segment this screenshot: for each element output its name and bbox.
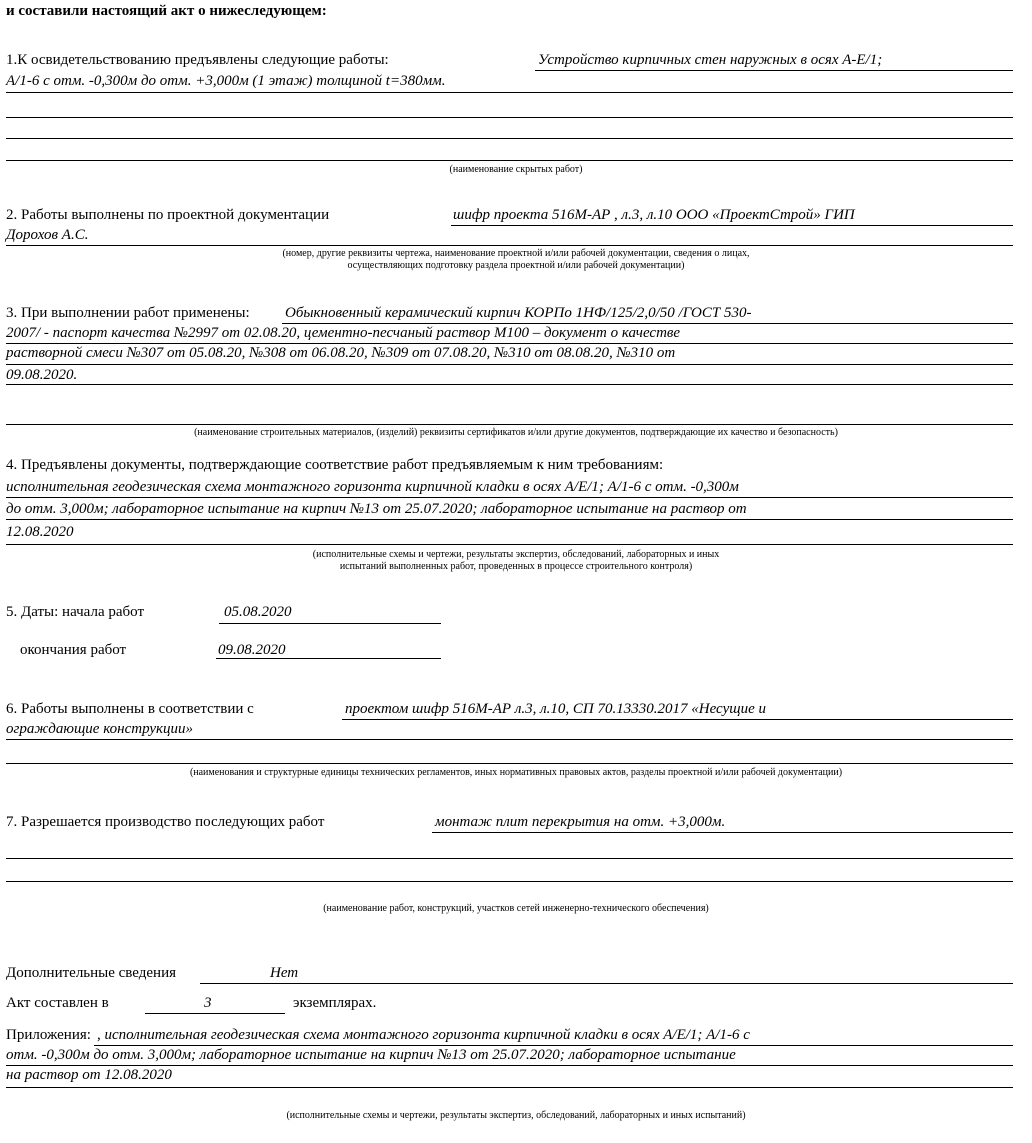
s6-value-line-1: проектом шифр 516М-АР л.3, л.10, СП 70.13330.2017 «Несущие и <box>345 701 767 717</box>
s1-underline-4 <box>6 138 1013 139</box>
s4-underline-1 <box>6 497 1013 498</box>
s1-underline-3 <box>6 117 1013 118</box>
s7-label: 7. Разрешается производство последующих работ <box>6 814 325 830</box>
s4-value-line-1: исполнительная геодезическая схема монтажного горизонта кирпичной кладки в осях А/Е/1; А/1-6 с отм. -0,300м <box>6 479 739 495</box>
s7-underline-3 <box>6 881 1013 882</box>
s3-underline-5 <box>6 424 1013 425</box>
s2-value-line-1: шифр проекта 516М-АР , л.3, л.10 ООО «ПроектСтрой» ГИП <box>453 207 855 223</box>
s6-label: 6. Работы выполнены в соответствии с <box>6 701 254 717</box>
s5-end-value: 09.08.2020 <box>218 642 286 658</box>
copies-underline <box>145 1013 285 1014</box>
s7-underline-1 <box>432 832 1013 833</box>
copies-value: 3 <box>204 995 212 1011</box>
s3-label: 3. При выполнении работ применены: <box>6 305 250 321</box>
appendix-underline-3 <box>6 1087 1013 1088</box>
s4-value-line-3: 12.08.2020 <box>6 524 74 540</box>
appendix-value-line-3: на раствор от 12.08.2020 <box>6 1067 172 1083</box>
s4-value-line-2: до отм. 3,000м; лабораторное испытание на кирпич №13 от 25.07.2020; лабораторное испытание на раствор от <box>6 501 747 517</box>
extra-underline <box>200 983 1013 984</box>
s7-underline-2 <box>6 858 1013 859</box>
s1-underline-1 <box>535 70 1013 71</box>
s4-label: 4. Предъявлены документы, подтверждающие соответствие работ предъявляемым к ним требованиям: <box>6 457 664 473</box>
appendix-value-line-1: , исполнительная геодезическая схема монтажного горизонта кирпичной кладки в осях А/Е/1; А/1-6 с <box>97 1027 750 1043</box>
s4-underline-2 <box>6 519 1013 520</box>
s5-end-underline <box>216 658 441 659</box>
appendix-value-line-2: отм. -0,300м до отм. 3,000м; лабораторное испытание на кирпич №13 от 25.07.2020; лабораторное испытание <box>6 1047 736 1063</box>
s3-value-line-4: 09.08.2020. <box>6 367 78 383</box>
s1-underline-5 <box>6 160 1013 161</box>
s2-underline-1 <box>451 225 1013 226</box>
s5-end-label: окончания работ <box>20 642 127 658</box>
s6-underline-3 <box>6 763 1013 764</box>
s1-label: 1.К освидетельствованию предъявлены следующие работы: <box>6 52 389 68</box>
s5-start-underline <box>219 623 441 624</box>
appendix-caption: (исполнительные схемы и чертежи, результаты экспертиз, обследований, лабораторных и иных испытаний) <box>286 1110 746 1121</box>
copies-prefix: Акт составлен в <box>6 995 109 1011</box>
s4-caption-line-2: испытаний выполненных работ, проведенных в процессе строительного контроля) <box>339 561 693 572</box>
extra-value: Нет <box>270 965 299 981</box>
header-title: и составили настоящий акт о нижеследующем: <box>6 3 327 19</box>
s5-start-label: 5. Даты: начала работ <box>6 604 145 620</box>
s3-value-line-2: 2007/ - паспорт качества №2997 от 02.08.20, цементно-песчаный раствор М100 – документ о качестве <box>6 325 681 341</box>
s3-underline-4 <box>6 384 1013 385</box>
s1-value-line-2: А/1-6 с отм. -0,300м до отм. +3,000м (1 этаж) толщиной t=380мм. <box>6 73 446 89</box>
s2-underline-2 <box>6 245 1013 246</box>
s7-caption: (наименование работ, конструкций, участков сетей инженерно-технического обеспечения) <box>323 903 709 914</box>
s1-value-line-1: Устройство кирпичных стен наружных в осях А-Е/1; <box>538 52 883 68</box>
s3-value-line-1: Обыкновенный керамический кирпич КОРПо 1НФ/125/2,0/50 /ГОСТ 530- <box>285 305 752 321</box>
s2-label: 2. Работы выполнены по проектной документации <box>6 207 330 223</box>
s3-underline-3 <box>6 364 1013 365</box>
s6-caption: (наименования и структурные единицы технических регламентов, иных нормативных правовых актов, разделы проектной и/или рабочей документации) <box>189 767 843 778</box>
s4-caption-line-1: (исполнительные схемы и чертежи, результаты экспертиз, обследований, лабораторных и иных <box>312 549 720 560</box>
copies-suffix: экземплярах. <box>293 995 377 1011</box>
s6-value-line-2: ограждающие конструкции» <box>6 721 194 737</box>
s1-underline-2 <box>6 92 1013 93</box>
s6-underline-2 <box>6 739 1013 740</box>
s3-caption: (наименование строительных материалов, (изделий) реквизиты сертификатов и/или другие документов, подтверждающие их качество и безопасность) <box>194 427 838 438</box>
appendix-label: Приложения: <box>6 1027 91 1043</box>
s1-caption: (наименование скрытых работ) <box>449 164 583 175</box>
s5-start-value: 05.08.2020 <box>224 604 292 620</box>
extra-label: Дополнительные сведения <box>6 965 177 981</box>
s4-underline-3 <box>6 544 1013 545</box>
s6-underline-1 <box>342 719 1013 720</box>
s2-caption-line-1: (номер, другие реквизиты чертежа, наименование проектной и/или рабочей документации, сведения о лицах, <box>282 248 750 259</box>
s3-value-line-3: растворной смеси №307 от 05.08.20, №308 от 06.08.20, №309 от 07.08.20, №310 от 08.08.20, №310 от <box>6 345 676 361</box>
s2-caption-line-2: осуществляющих подготовку раздела проектной и/или рабочей документации) <box>347 260 685 271</box>
s7-value: монтаж плит перекрытия на отм. +3,000м. <box>435 814 726 830</box>
s2-value-line-2: Дорохов А.С. <box>6 227 89 243</box>
